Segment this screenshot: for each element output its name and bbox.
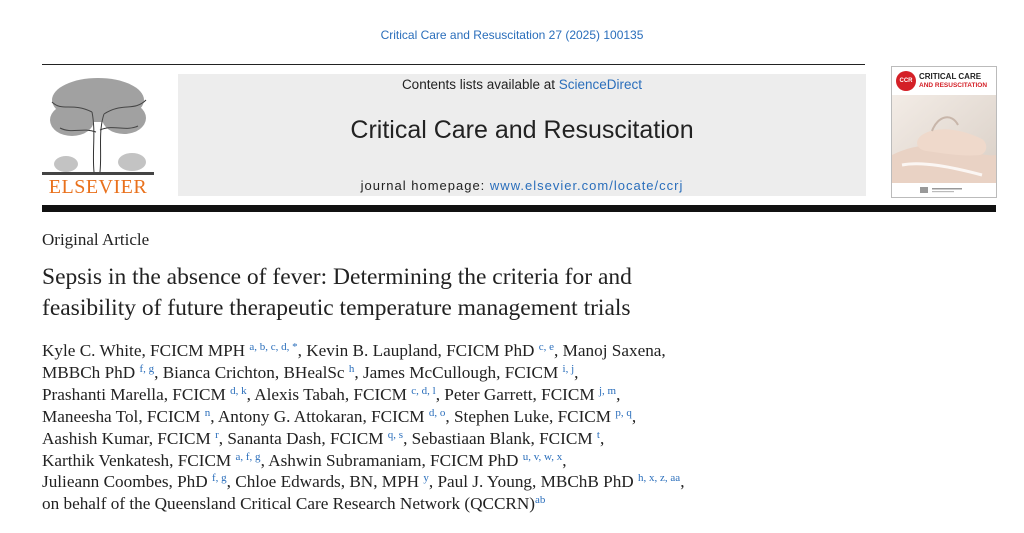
cover-footer <box>896 186 992 194</box>
ccr-badge: CCR <box>896 71 916 91</box>
cover-title-line2: AND RESUSCITATION <box>919 82 988 89</box>
author-name: Maneesha Tol, FCICM <box>42 406 205 426</box>
author-line <box>42 384 912 406</box>
author-separator: , <box>562 450 567 470</box>
author-line <box>42 471 912 493</box>
journal-cover[interactable] <box>891 66 997 198</box>
author-affiliation-marks[interactable]: u, v, w, x <box>522 450 563 463</box>
author-line <box>42 450 912 472</box>
contents-prefix: Contents lists available at <box>401 77 559 92</box>
author-affiliation-marks[interactable]: t <box>596 428 600 441</box>
author-affiliation-marks[interactable]: n <box>204 406 211 419</box>
author-name: , Sebastiaan Blank, FCICM <box>403 428 597 448</box>
header-thick-rule <box>42 205 996 212</box>
cover-title-line1: CRITICAL CARE <box>919 72 982 81</box>
author-name: Julieann Coombes, PhD <box>42 472 212 492</box>
author-name: , Stephen Luke, FCICM <box>445 406 616 426</box>
author-name: Prashanti Marella, FCICM <box>42 384 231 404</box>
cover-header <box>896 71 992 95</box>
article-title-line2: feasibility of future therapeutic temperature management trials <box>42 295 631 321</box>
author-separator: , <box>631 406 637 426</box>
author-name: , Sananta Dash, FCICM <box>218 428 388 448</box>
homepage-link[interactable]: www.elsevier.com/locate/ccrj <box>489 178 684 193</box>
author-name: , Paul J. Young, MBChB PhD <box>428 472 639 492</box>
author-name: , James McCullough, FCICM <box>354 362 563 382</box>
author-name: Kyle C. White, FCICM MPH <box>42 341 250 360</box>
homepage-line <box>178 178 866 193</box>
sciencedirect-link[interactable]: ScienceDirect <box>558 77 643 92</box>
author-affiliation-marks[interactable]: c, d, l <box>411 384 436 397</box>
author-affiliation-marks[interactable]: f, g <box>211 472 227 485</box>
author-list <box>42 340 912 515</box>
author-affiliation-marks[interactable]: ab <box>535 494 546 507</box>
author-line <box>42 340 912 362</box>
author-name: , Manoj Saxena, <box>554 341 666 360</box>
author-affiliation-marks[interactable]: i, j <box>562 362 575 375</box>
article-title <box>42 262 942 324</box>
author-name: , Alexis Tabah, FCICM <box>246 384 412 404</box>
author-affiliation-marks[interactable]: q, s <box>387 428 404 441</box>
author-line <box>42 406 912 428</box>
article-type: Original Article <box>42 230 150 249</box>
author-affiliation-marks[interactable]: r <box>215 428 219 441</box>
journal-header <box>42 64 996 196</box>
author-affiliation-marks[interactable]: a, b, c, d, * <box>249 341 298 353</box>
author-name: , Chloe Edwards, BN, MPH <box>226 472 424 492</box>
author-name: Karthik Venkatesh, FCICM <box>42 450 236 470</box>
author-name: MBBCh PhD <box>42 362 140 382</box>
cover-footer-logos-icon <box>896 186 992 194</box>
contents-line <box>178 77 866 92</box>
author-separator: , <box>616 384 621 404</box>
cover-photo-hand-icon <box>892 95 996 183</box>
author-line <box>42 362 912 384</box>
author-name: , Bianca Crichton, BHealSc <box>154 362 349 382</box>
author-name: , Antony G. Attokaran, FCICM <box>210 406 429 426</box>
author-affiliation-marks[interactable]: a, f, g <box>235 450 261 463</box>
article-title-line1: Sepsis in the absence of fever: Determining the criteria for and <box>42 264 632 290</box>
author-affiliation-marks[interactable]: y <box>423 472 429 485</box>
author-name: , Peter Garrett, FCICM <box>435 384 599 404</box>
author-affiliation-marks[interactable]: j, m <box>598 384 617 397</box>
homepage-prefix: journal homepage: <box>360 178 490 193</box>
header-rule <box>42 64 865 65</box>
consortium-name: on behalf of the Queensland Critical Care Research Network (QCCRN) <box>42 494 536 514</box>
author-name: , Ashwin Subramaniam, FCICM PhD <box>260 450 523 470</box>
author-affiliation-marks[interactable]: d, o <box>428 406 446 419</box>
author-affiliation-marks[interactable]: f, g <box>139 362 155 375</box>
author-separator: , <box>680 472 685 492</box>
author-separator: , <box>574 362 579 382</box>
journal-banner <box>178 74 866 196</box>
elsevier-wordmark: ELSEVIER <box>48 176 148 198</box>
author-separator: , <box>599 428 605 448</box>
author-affiliation-marks[interactable]: h <box>348 362 355 375</box>
author-affiliation-marks[interactable]: d, k <box>230 384 247 397</box>
author-affiliation-marks[interactable]: c, e <box>538 341 555 353</box>
author-affiliation-marks[interactable]: p, q <box>615 406 632 419</box>
journal-title: Critical Care and Resuscitation <box>350 116 694 144</box>
author-name: Aashish Kumar, FCICM <box>42 428 216 448</box>
journal-citation[interactable]: Critical Care and Resuscitation 27 (2025) 100135 <box>380 28 644 42</box>
author-affiliation-marks[interactable]: h, x, z, aa <box>638 472 681 485</box>
author-name: , Kevin B. Laupland, FCICM PhD <box>297 341 539 360</box>
author-line <box>42 493 912 515</box>
cover-title <box>919 72 993 90</box>
author-line <box>42 428 912 450</box>
